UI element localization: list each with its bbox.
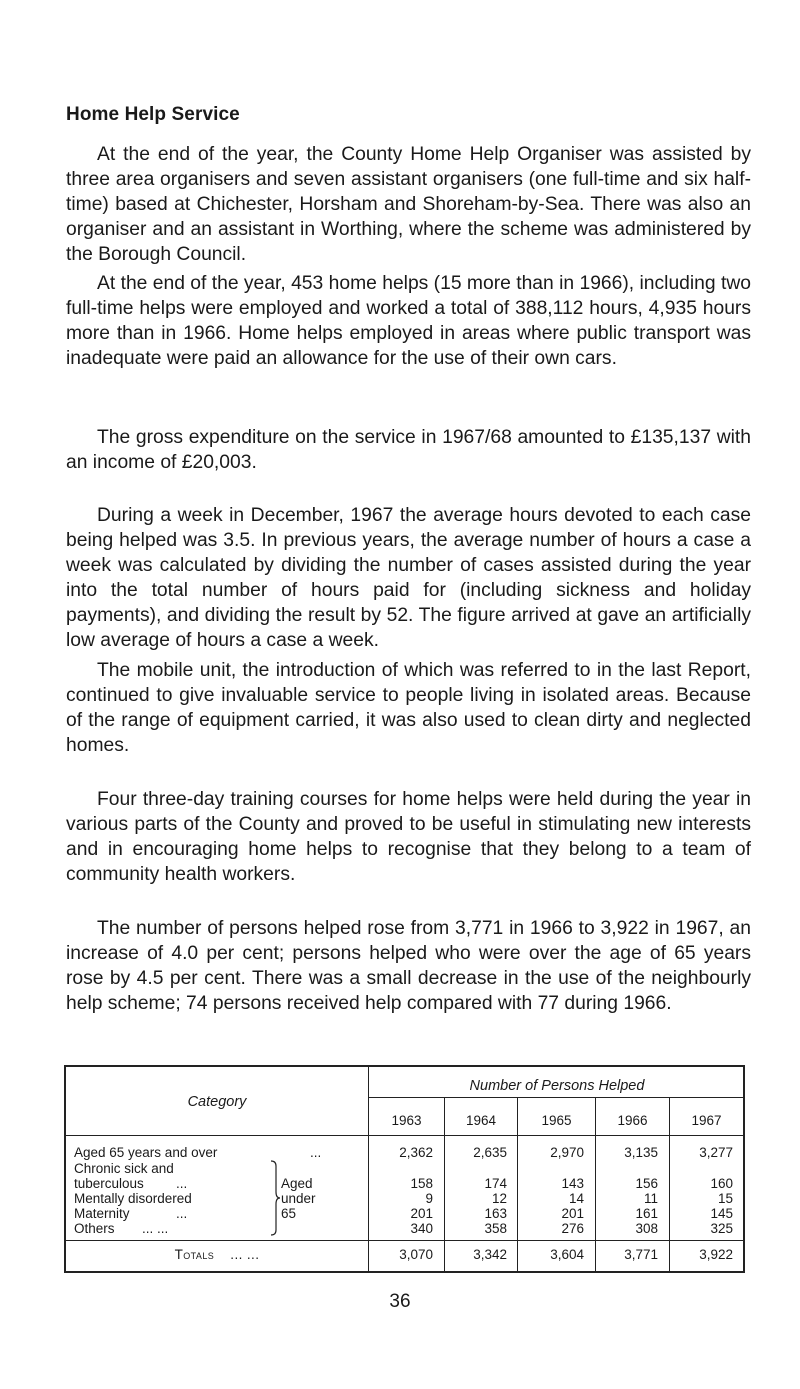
- table-cell: 145: [710, 1206, 733, 1221]
- table-cell: 174: [484, 1176, 507, 1191]
- table-cell: 158: [410, 1176, 433, 1191]
- total-cell: 3,922: [699, 1247, 733, 1262]
- row-label-maternity: Maternity: [74, 1206, 130, 1221]
- table-cell: 3,135: [624, 1145, 658, 1160]
- paragraph-average-hours: During a week in December, 1967 the average hours devoted to each case being helped was 3.5. In previous years, the average number of hours a case a week was calculated by dividing the number of cases assisted during the year into the total number of hours paid for (including sickness and holiday payments), and dividing the result by 52. The figure arrived at gave an artificially low average of hours a case a week.: [66, 505, 751, 651]
- table-cell: 14: [568, 1191, 584, 1206]
- brace-shape: [270, 1160, 280, 1236]
- paragraph-mobile-unit: The mobile unit, the introduction of which was referred to in the last Report, continued to give invaluable service to people living in isolated areas. Because of the range of equipment carried, it was also used to clean dirty and neglected homes.: [66, 660, 751, 756]
- page-number: 36: [389, 1291, 411, 1312]
- paragraph-persons-helped: The number of persons helped rose from 3,771 in 1966 to 3,922 in 1967, an increase of 4.0 per cent; persons helped who were over the age of 65 years rose by 4.5 per cent. There was a small decrease in the use of the neighbourly help scheme; 74 persons received help compared with 77 during 1966.: [66, 918, 751, 1014]
- total-cell: 3,342: [473, 1247, 507, 1262]
- table-cell: 9: [425, 1191, 433, 1206]
- table-cell: 340: [410, 1221, 433, 1236]
- table-cell: 308: [635, 1221, 658, 1236]
- category-header: Category: [187, 1094, 247, 1110]
- section-heading: Home Help Service: [66, 104, 240, 125]
- table-cell: 143: [561, 1176, 584, 1191]
- table-cell: 12: [491, 1191, 507, 1206]
- row-label-aged-65: [74, 1145, 217, 1160]
- table-cell: 160: [710, 1176, 733, 1191]
- table-cell: 163: [484, 1206, 507, 1221]
- year-header: 1965: [541, 1113, 572, 1128]
- aged-group-label: under: [281, 1191, 316, 1206]
- row-dots: ...: [176, 1176, 188, 1191]
- table-cell: 2,635: [473, 1145, 507, 1160]
- table-divider: [368, 1097, 743, 1098]
- total-cell: 3,604: [550, 1247, 584, 1262]
- paragraph-organisers: At the end of the year, the County Home Help Organiser was assisted by three area organisers and seven assistant organisers (one full-time and six half-time) based at Chichester, Horsham and Shoreham-by-Sea. There was also an organiser and an assistant in Worthing, where the scheme was administered by the Borough Council.: [66, 144, 751, 265]
- aged-group-label: Aged: [281, 1176, 313, 1191]
- paragraph-home-helps: At the end of the year, 453 home helps (15 more than in 1966), including two full-time helps were employed and worked a total of 388,112 hours, 4,935 hours more than in 1966. Home helps employed in areas where public transport was inadequate were paid an allowance for the use of their own cars.: [66, 273, 751, 369]
- row-dots: ... ...: [142, 1221, 169, 1236]
- table-cell: 11: [643, 1191, 658, 1206]
- aged-group-label: 65: [281, 1206, 297, 1221]
- table-cell: 201: [561, 1206, 584, 1221]
- table-cell: 161: [635, 1206, 658, 1221]
- table-divider: [66, 1240, 743, 1241]
- row-dots: ...: [310, 1145, 322, 1160]
- row-label-others: Others: [74, 1221, 115, 1236]
- row-dots: ... ...: [230, 1247, 260, 1262]
- row-label-mentally-disordered: Mentally disordered: [74, 1191, 192, 1206]
- totals-label-text: Totals: [174, 1247, 215, 1262]
- row-label-tuberculous: tuberculous: [74, 1176, 144, 1191]
- table-cell: 3,277: [699, 1145, 733, 1160]
- total-cell: 3,070: [399, 1247, 433, 1262]
- total-cell: 3,771: [624, 1247, 658, 1262]
- persons-helped-table: [64, 1065, 745, 1273]
- year-header: 1964: [465, 1113, 497, 1128]
- paragraph-training-courses: Four three-day training courses for home helps were held during the year in various parts of the County and proved to be useful in stimulating new interests and in encouraging home helps to recognise that they belong to a team of community health workers.: [66, 789, 751, 885]
- table-cell: 276: [561, 1221, 584, 1236]
- table-cell: 201: [410, 1206, 433, 1221]
- table-divider: [66, 1135, 743, 1136]
- table-cell: 15: [717, 1191, 733, 1206]
- group-brace: [270, 1160, 278, 1236]
- table-cell: 2,362: [399, 1145, 433, 1160]
- number-helped-header: Number of Persons Helped: [469, 1078, 645, 1094]
- row-label-chronic-sick: Chronic sick and: [74, 1161, 174, 1176]
- table-cell: 358: [484, 1221, 507, 1236]
- paragraph-expenditure: The gross expenditure on the service in 1967/68 amounted to £135,137 with an income of £20,003.: [66, 427, 751, 473]
- totals-label: [66, 1247, 368, 1262]
- row-label-text: Aged 65 years and over: [74, 1145, 218, 1160]
- year-header: 1966: [617, 1113, 648, 1128]
- year-header: 1967: [691, 1113, 722, 1128]
- table-cell: 156: [635, 1176, 658, 1191]
- row-dots: ...: [176, 1206, 188, 1221]
- table-cell: 325: [710, 1221, 733, 1236]
- year-header: 1963: [391, 1113, 422, 1128]
- table-cell: 2,970: [550, 1145, 584, 1160]
